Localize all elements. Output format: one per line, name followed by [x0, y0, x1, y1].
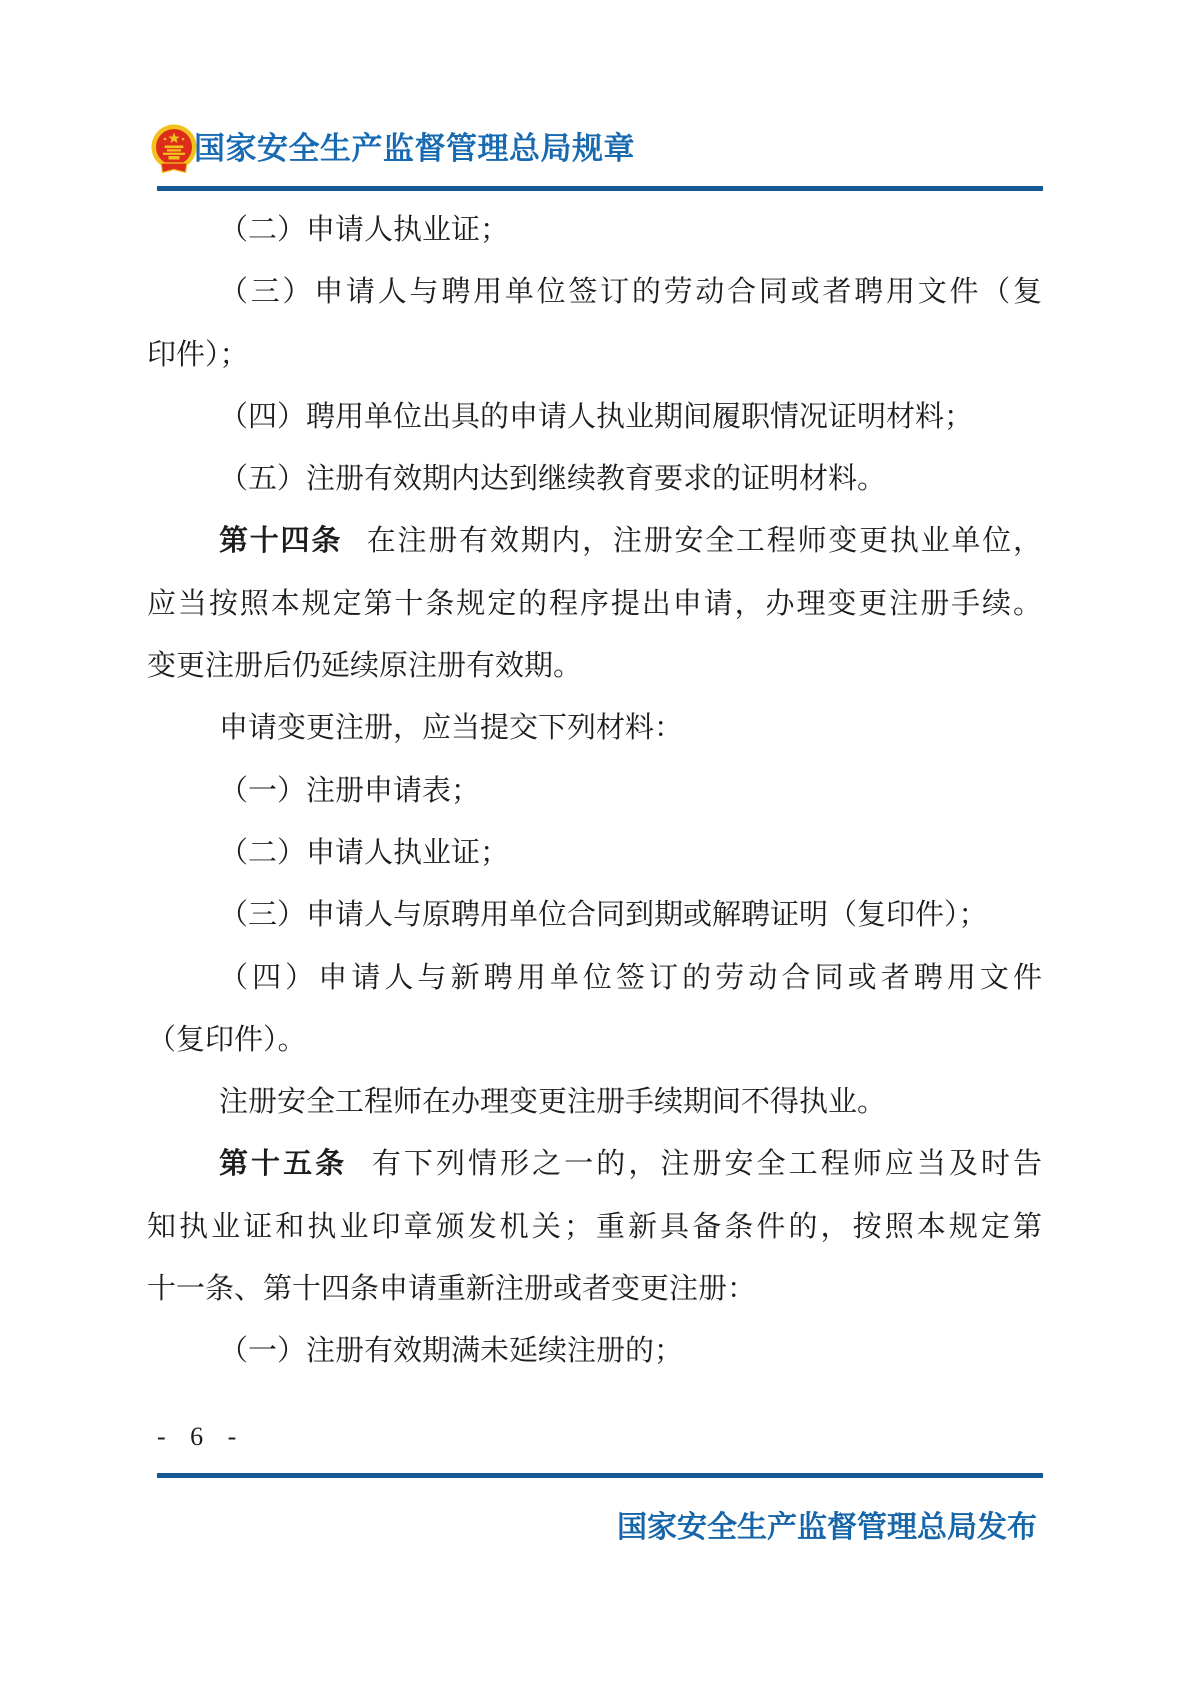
text-line: 变更注册后仍延续原注册有效期。	[147, 650, 583, 683]
header-title: 国家安全生产监督管理总局规章	[194, 131, 635, 166]
text-line: （一）注册申请表；	[219, 774, 481, 807]
national-emblem-icon	[150, 124, 198, 174]
text-line: （复印件）。	[147, 1023, 307, 1056]
page-number: - 6 -	[157, 1422, 246, 1451]
text-line: （三）申请人与原聘用单位合同到期或解聘证明（复印件）；	[219, 899, 988, 932]
text-line: 注册安全工程师在办理变更注册手续期间不得执业。	[219, 1086, 887, 1119]
text-line: 第十四条 在注册有效期内，注册安全工程师变更执业单位，	[219, 525, 1042, 558]
article-number: 第十五条	[219, 1148, 348, 1181]
text-line: （三）申请人与聘用单位签订的劳动合同或者聘用文件（复	[219, 276, 1042, 309]
publisher-label: 国家安全生产监督管理总局发布	[617, 1511, 1037, 1544]
text-line: 知执业证和执业印章颁发机关；重新具备条件的，按照本规定第	[147, 1210, 1042, 1243]
text-line: （五）注册有效期内达到继续教育要求的证明材料。	[219, 463, 887, 496]
text-line: 第十五条 有下列情形之一的，注册安全工程师应当及时告	[219, 1148, 1042, 1181]
document-body	[147, 199, 1042, 1383]
text-line: 十一条、第十四条申请重新注册或者变更注册：	[147, 1273, 757, 1306]
text-line: 申请变更注册，应当提交下列材料：	[219, 712, 684, 745]
text-line: 印件）；	[147, 338, 249, 371]
footer-rule	[157, 1473, 1043, 1478]
header-rule	[157, 186, 1043, 191]
text-line: 应当按照本规定第十条规定的程序提出申请，办理变更注册手续。	[147, 587, 1042, 620]
text-line: （四）申请人与新聘用单位签订的劳动合同或者聘用文件	[219, 961, 1042, 994]
text-line: （一）注册有效期满未延续注册的；	[219, 1335, 684, 1368]
text-line: （二）申请人执业证；	[219, 836, 510, 869]
article-number: 第十四条	[219, 525, 343, 558]
text-line: （二）申请人执业证；	[219, 214, 510, 246]
text-line: （四）聘用单位出具的申请人执业期间履职情况证明材料；	[219, 400, 974, 433]
